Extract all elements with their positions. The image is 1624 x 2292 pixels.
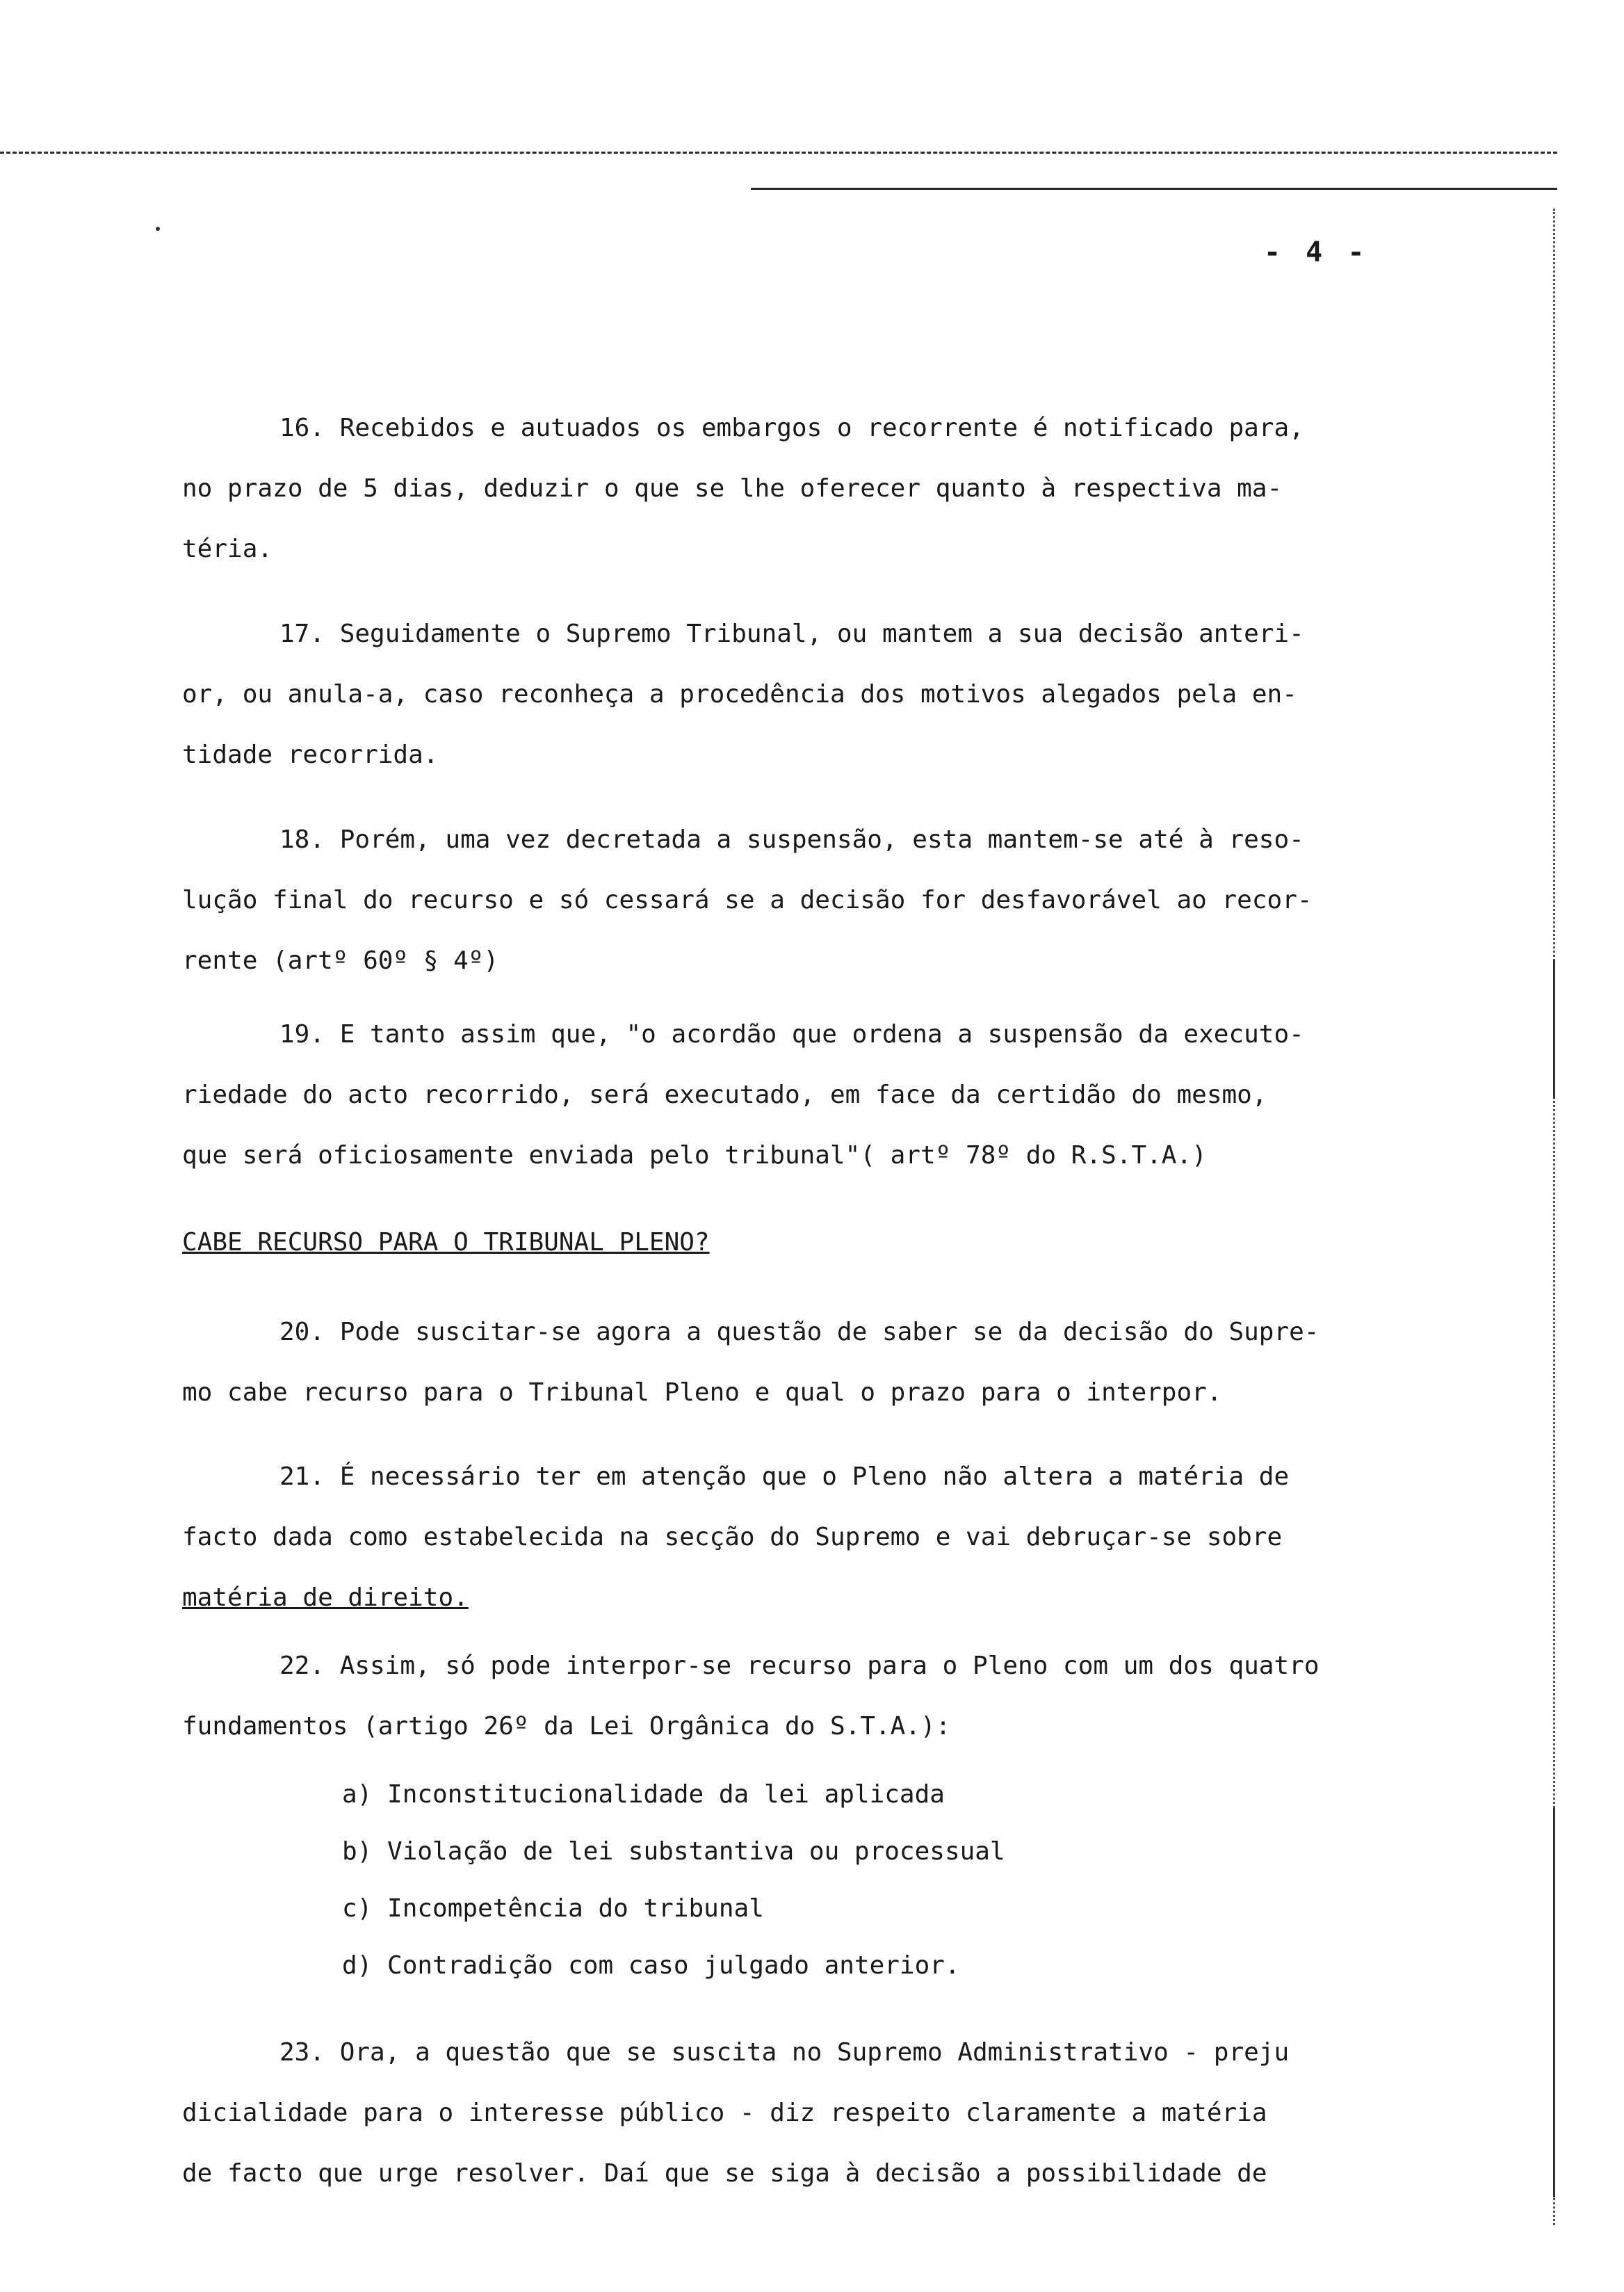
list-item: d) Contradição com caso julgado anterior. <box>342 1951 960 1980</box>
right-edge-solid-segment <box>1553 1808 1555 2197</box>
paragraph-line: lução final do recurso e só cessará se a decisão for desfavorável ao recor- <box>182 886 1313 914</box>
list-item: b) Violação de lei substantiva ou processual <box>342 1837 1005 1866</box>
paragraph-line: que será oficiosamente enviada pelo tribunal"( artº 78º do R.S.T.A.) <box>182 1141 1207 1170</box>
paragraph-line: tidade recorrida. <box>182 741 439 769</box>
paragraph-line: 22. Assim, só pode interpor-se recurso para o Pleno com um dos quatro <box>279 1652 1320 1680</box>
right-edge-solid-segment <box>1553 960 1555 1099</box>
scan-speck <box>156 227 160 231</box>
paragraph-22 <box>182 1636 1378 1757</box>
grounds-list <box>182 1766 1378 1994</box>
paragraph-20 <box>182 1302 1378 1423</box>
paragraph-line: dicialidade para o interesse público - diz respeito claramente a matéria <box>182 2099 1267 2127</box>
paragraph-line: de facto que urge resolver. Daí que se siga à decisão a possibilidade de <box>182 2159 1267 2188</box>
paragraph-21 <box>182 1446 1378 1628</box>
paragraph-line: 16. Recebidos e autuados os embargos o recorrente é notificado para, <box>279 414 1304 442</box>
paragraph-23 <box>182 2022 1378 2204</box>
paragraph-line: 20. Pode suscitar-se agora a questão de saber se da decisão do Supre- <box>279 1318 1320 1346</box>
paragraph-line: fundamentos (artigo 26º da Lei Orgânica do S.T.A.): <box>182 1712 951 1741</box>
paragraph-line: riedade do acto recorrido, será executado, em face da certidão do mesmo, <box>182 1081 1267 1109</box>
paragraph-line: matéria de direito. <box>182 1583 469 1612</box>
paragraph-16 <box>182 398 1378 579</box>
paragraph-line: 19. E tanto assim que, "o acordão que ordena a suspensão da executo- <box>279 1020 1304 1049</box>
paragraph-line: rente (artº 60º § 4º) <box>182 946 499 975</box>
paragraph-line: téria. <box>182 535 273 563</box>
paragraph-17 <box>182 604 1378 785</box>
paragraph-line: facto dada como estabelecida na secção do Supremo e vai debruçar-se sobre <box>182 1523 1283 1551</box>
paragraph-line: 17. Seguidamente o Supremo Tribunal, ou mantem a sua decisão anteri- <box>279 620 1304 648</box>
page-number: - 4 - <box>1264 236 1369 268</box>
paragraph-line: 18. Porém, uma vez decretada a suspensão, esta mantem-se até à reso- <box>279 825 1304 854</box>
paragraph-line: no prazo de 5 dias, deduzir o que se lhe oferecer quanto à respectiva ma- <box>182 474 1283 503</box>
paragraph-line: mo cabe recurso para o Tribunal Pleno e qual o prazo para o interpor. <box>182 1378 1222 1407</box>
paragraph-19 <box>182 1004 1378 1186</box>
paragraph-18 <box>182 809 1378 991</box>
list-item: c) Incompetência do tribunal <box>342 1894 764 1923</box>
list-item: a) Inconstitucionalidade da lei aplicada <box>342 1780 945 1809</box>
top-border-solid-rule <box>751 188 1557 190</box>
paragraph-line: 23. Ora, a questão que se suscita no Supremo Administrativo - preju <box>279 2038 1290 2067</box>
paragraph-line: or, ou anula-a, caso reconheça a procedência dos motivos alegados pela en- <box>182 680 1297 709</box>
top-border-dashed-rule <box>0 152 1557 154</box>
section-heading: CABE RECURSO PARA O TRIBUNAL PLENO? <box>182 1228 710 1257</box>
paragraph-line: 21. É necessário ter em atenção que o Pleno não altera a matéria de <box>279 1462 1290 1491</box>
